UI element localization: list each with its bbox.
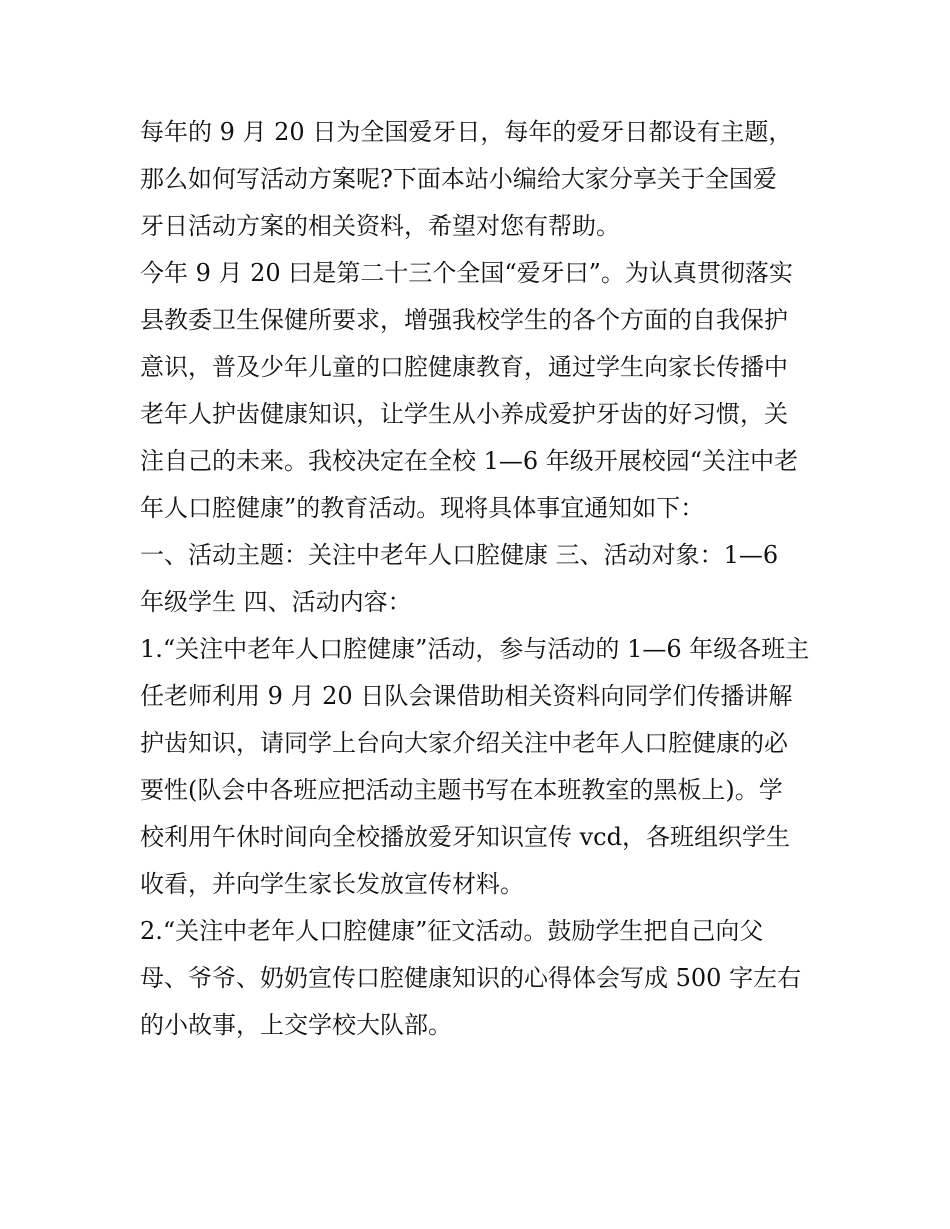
text-line: 要性(队会中各班应把活动主题书写在本班教室的黑板上)。学 xyxy=(140,776,783,804)
text-line: 牙日活动方案的相关资料，希望对您有帮助。 xyxy=(140,212,620,240)
text-line: 意识，普及少年儿童的口腔健康教育，通过学生向家长传播中 xyxy=(140,353,788,381)
text-line: 收看，并向学生家长发放宣传材料。 xyxy=(140,870,524,898)
text-line: 年级学生 四、活动内容： xyxy=(140,588,412,616)
document-body xyxy=(140,109,830,1049)
text-line: 老年人护齿健康知识，让学生从小养成爱护牙齿的好习惯，关 xyxy=(140,400,788,428)
text-line: 注自己的未来。我校决定在全校 1—6 年级开展校园“关注中老 xyxy=(140,447,799,475)
text-line: 那么如何写活动方案呢?下面本站小编给大家分享关于全国爱 xyxy=(140,165,777,193)
text-line: 2.“关注中老年人口腔健康”征文活动。鼓励学生把自己向父 xyxy=(140,917,764,945)
text-line: 一、活动主题：关注中老年人口腔健康 三、活动对象：1—6 xyxy=(140,541,779,569)
text-line: 母、爷爷、奶奶宣传口腔健康知识的心得体会写成 500 字左右 xyxy=(140,964,802,992)
text-line: 的小故事，上交学校大队部。 xyxy=(140,1011,452,1039)
text-line: 今年 9 月 20 曰是第二十三个全国“爱牙曰”。为认真贯彻落实 xyxy=(140,259,793,287)
text-line: 每年的 9 月 20 日为全国爱牙日，每年的爱牙日都设有主题， xyxy=(140,118,793,146)
text-line: 县教委卫生保健所要求，增强我校学生的各个方面的自我保护 xyxy=(140,306,788,334)
text-line: 护齿知识，请同学上台向大家介绍关注中老年人口腔健康的必 xyxy=(140,729,788,757)
text-line: 1.“关注中老年人口腔健康”活动，参与活动的 1—6 年级各班主 xyxy=(140,635,810,663)
text-line: 年人口腔健康”的教育活动。现将具体事宜通知如下： xyxy=(140,494,705,522)
text-line: 校利用午休时间向全校播放爱牙知识宣传 vcd，各班组织学生 xyxy=(140,823,790,851)
text-line: 任老师利用 9 月 20 日队会课借助相关资料向同学们传播讲解 xyxy=(140,682,793,710)
